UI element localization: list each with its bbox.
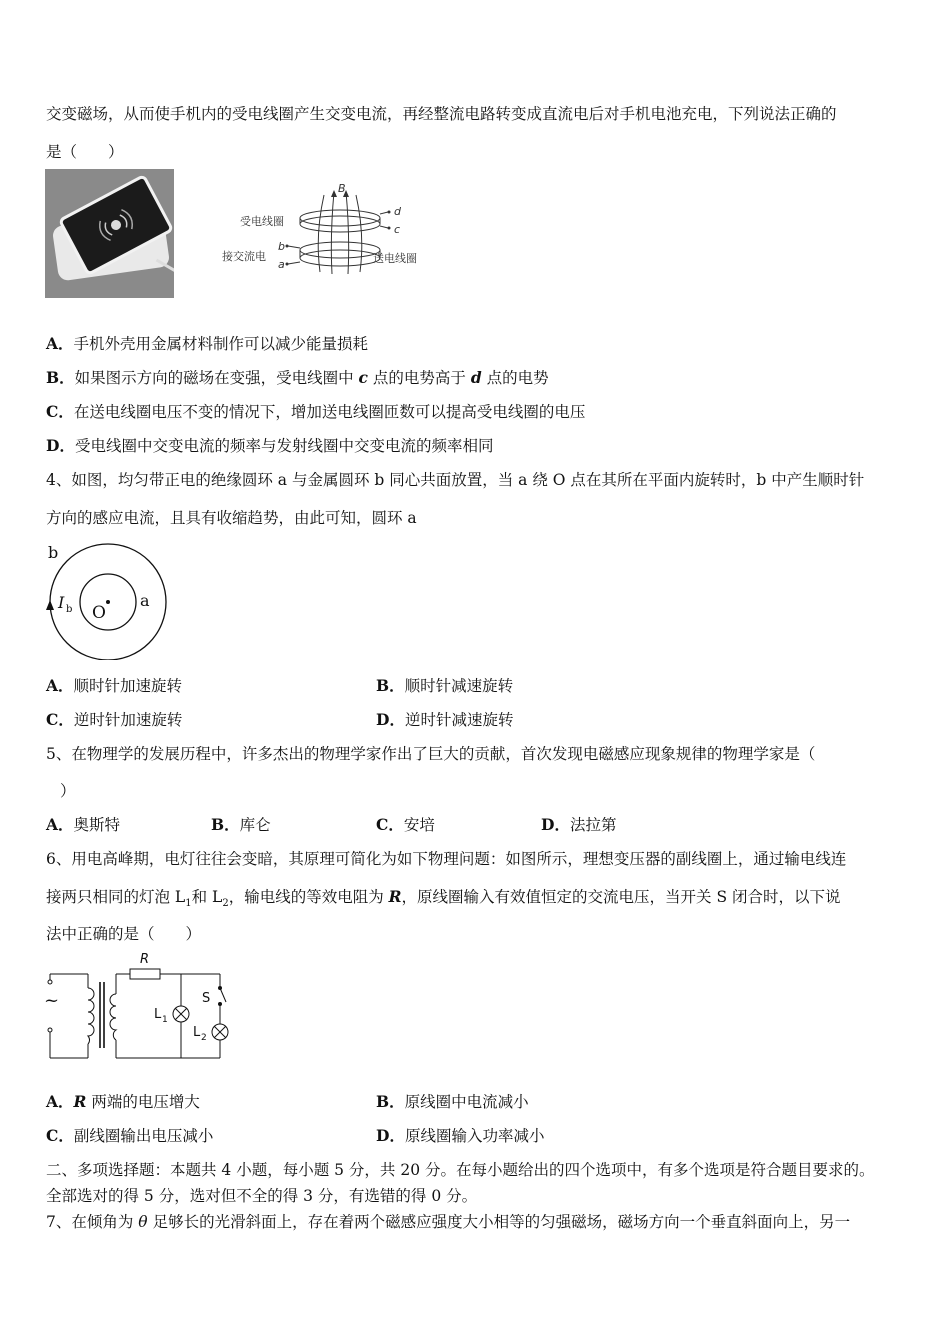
q3-option-a[interactable]: A．手机外壳用金属材料制作可以减少能量损耗	[46, 334, 369, 353]
ring-label-O: O	[92, 603, 106, 623]
circuit-label-S: S	[202, 991, 211, 1006]
label-ac: 接交流电	[222, 250, 266, 263]
circuit-label-L2-sub: 2	[201, 1033, 207, 1043]
q5-stem-line1: 5、在物理学的发展历程中，许多杰出的物理学家作出了巨大的贡献，首次发现电磁感应现象规律的物理学家是（	[46, 745, 816, 763]
q6-stem-line1: 6、用电高峰期，电灯往往会变暗，其原理可简化为如下物理问题：如图所示，理想变压器的副线圈上，通过输电线连	[46, 850, 847, 868]
q3-option-d[interactable]: D．受电线圈中交变电流的频率与发射线圈中交变电流的频率相同	[46, 436, 494, 455]
q6-stem-line2: 接两只相同的灯泡 $L_1$和 $L_2$，输电线的等效电阻为 R，原线圈输入有效值恒定的交流电压，当开关 S 闭合时，以下说	[46, 887, 841, 910]
transformer-circuit	[40, 948, 240, 1063]
ring-label-Ib: I	[58, 593, 65, 612]
circuit-label-L1-sub: 1	[162, 1015, 168, 1025]
label-b: b	[278, 240, 285, 253]
q5-option-a[interactable]: A．奥斯特	[46, 815, 121, 834]
label-d: d	[394, 205, 401, 218]
q3-stem-line1: 交变磁场，从而使手机内的受电线圈产生交变电流，再经整流电路转变成直流电后对手机电池充电，下列说法正确的	[46, 105, 837, 123]
ring-diagram	[40, 540, 180, 660]
label-receive-coil: 受电线圈	[240, 215, 284, 228]
q4-option-b[interactable]: B．顺时针减速旋转	[376, 676, 514, 695]
q5-option-b[interactable]: B．库仑	[211, 815, 271, 834]
q6-option-d[interactable]: D．原线圈输入功率减小	[376, 1126, 545, 1145]
q6-option-c[interactable]: C．副线圈输出电压减小	[46, 1126, 214, 1145]
q7-stem-line1: 7、在倾角为 θ 足够长的光滑斜面上，存在着两个磁感应强度大小相等的匀强磁场，磁场方向一个垂直斜面向上，另一	[46, 1213, 851, 1231]
circuit-label-L2: L	[193, 1025, 201, 1040]
circuit-label-R: R	[140, 952, 150, 967]
label-c: c	[394, 223, 401, 236]
ring-label-b: b	[48, 543, 59, 562]
ring-label-a: a	[140, 591, 150, 610]
q3-option-c[interactable]: C．在送电线圈电压不变的情况下，增加送电线圈匝数可以提高受电线圈的电压	[46, 402, 586, 421]
q5-stem-line2: ）	[60, 782, 76, 800]
label-a: a	[278, 258, 285, 271]
q4-stem-line1: 4、如图，均匀带正电的绝缘圆环 a 与金属圆环 b 同心共面放置，当 a 绕 O 点在其所在平面内旋转时，b 中产生顺时针	[46, 471, 865, 489]
q3-option-b[interactable]: B．如果图示方向的磁场在变强，受电线圈中 c 点的电势高于 d 点的电势	[46, 368, 549, 387]
q4-option-c[interactable]: C．逆时针加速旋转	[46, 710, 183, 729]
q3-stem-line2: 是（ ）	[46, 143, 124, 161]
circuit-label-L1: L	[154, 1007, 162, 1022]
section2-header-line2: 全部选对的得 5 分，选对但不全的得 3 分，有选错的得 0 分。	[46, 1187, 478, 1205]
q6-option-b[interactable]: B．原线圈中电流减小	[376, 1092, 529, 1111]
label-B: B	[338, 182, 346, 195]
ring-label-Ib-sub: b	[66, 604, 73, 615]
ac-source-icon: ~	[44, 990, 60, 1011]
q4-option-a[interactable]: A．顺时针加速旋转	[46, 676, 183, 695]
label-send-coil: 送电线圈	[373, 252, 417, 265]
wireless-charger-photo	[45, 169, 174, 298]
q4-option-d[interactable]: D．逆时针减速旋转	[376, 710, 514, 729]
section2-header-line1: 二、多项选择题：本题共 4 小题，每小题 5 分，共 20 分。在每小题给出的四个选项中，有多个选项是符合题目要求的。	[46, 1161, 875, 1179]
q5-option-c[interactable]: C．安培	[376, 815, 435, 834]
q4-stem-line2: 方向的感应电流，且具有收缩趋势，由此可知，圆环 a	[46, 509, 417, 527]
q5-option-d[interactable]: D．法拉第	[541, 815, 617, 834]
coil-diagram	[220, 180, 440, 280]
q6-stem-line3: 法中正确的是（ ）	[46, 925, 202, 943]
q6-option-a[interactable]: A．R 两端的电压增大	[46, 1092, 200, 1111]
